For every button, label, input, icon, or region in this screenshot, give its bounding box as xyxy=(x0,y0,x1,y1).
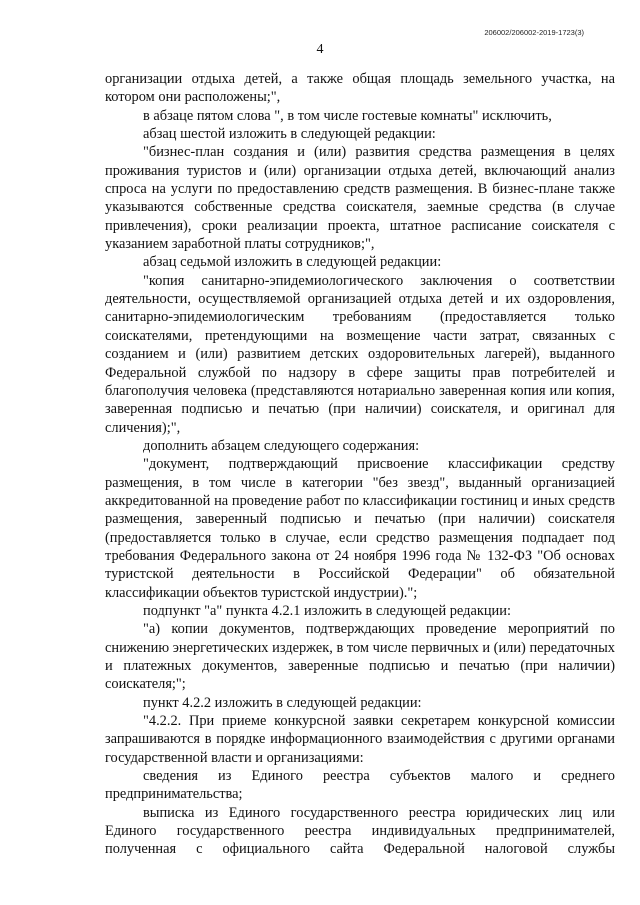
paragraph: абзац седьмой изложить в следующей редакции: xyxy=(143,254,442,271)
paragraph: абзац шестой изложить в следующей редакции: xyxy=(143,126,436,143)
document-id: 206002/206002-2019-1723(3) xyxy=(484,28,584,37)
paragraph: сведения из Единого реестра субъектов малого и среднего предпринимательства; xyxy=(105,768,615,803)
paragraph: организации отдыха детей, а также общая площадь земельного участка, на котором они расположены;", xyxy=(105,71,615,106)
paragraph: "а) копии документов, подтверждающих проведение мероприятий по снижению энергетических издержек, в том числе первичных и (или) передаточных и платежных документов, заверенные подписью и печатью (при наличии) соискателя;"; xyxy=(105,621,615,693)
page-number: 4 xyxy=(316,42,324,57)
document-body xyxy=(105,70,615,859)
paragraph: пункт 4.2.2 изложить в следующей редакции: xyxy=(143,694,422,711)
paragraph: "копия санитарно-эпидемиологического заключения о соответствии деятельности, осуществляемой организацией отдыха детей и их оздоровления, санитарно-эпидемиологическим требованиям (предоставляется только соискателями, претендующими на возмещение части затрат, связанных с созданием и (или) развитием детских оздоровительных лагерей), выданного Федеральной службой по надзору в сфере защиты прав потребителей и благополучия человека (представляются нотариально заверенная копия или копия, заверенная подписью и печатью (при наличии) соискателя, и оригинал для сличения);", xyxy=(105,272,615,436)
paragraph: "документ, подтверждающий присвоение классификации средству размещения, в том числе в категории "без звезд", выданный организацией аккредитованной на проведение работ по классификации гостиниц и иных средств размещения, заверенный подписью и печатью (при наличии) соискателя (предоставляется только в случае, если средство размещения подпадает под требования Федерального закона от 24 ноября 1996 года № 132-ФЗ "Об основах туристской деятельности в Российской Федерации" об обязательной классификации объектов туристской индустрии)."; xyxy=(105,456,615,601)
paragraph: дополнить абзацем следующего содержания: xyxy=(143,437,420,454)
paragraph: "4.2.2. При приеме конкурсной заявки секретарем конкурсной комиссии запрашиваются в порядке информационного взаимодействия с другими органами государственной власти и организациями: xyxy=(105,713,615,766)
paragraph: выписка из Единого государственного реестра юридических лиц или Единого государственного реестра индивидуальных предпринимателей, полученная с официального сайта Федеральной налоговой службы xyxy=(105,804,615,858)
paragraph: подпункт "а" пункта 4.2.1 изложить в следующей редакции: xyxy=(143,602,511,619)
paragraph: в абзаце пятом слова ", в том числе гостевые комнаты" исключить, xyxy=(143,107,552,124)
paragraph: "бизнес-план создания и (или) развития средства размещения в целях проживания туристов и (или) организации отдыха детей, включающий анализ спроса на услуги по предоставлению средств размещения. В бизнес-плане также указываются собственные средства соискателя, заемные средства (в случае привлечения), сроки реализации проекта, штатное расписание соискателя с указанием заработной платы сотрудников;", xyxy=(105,144,615,253)
